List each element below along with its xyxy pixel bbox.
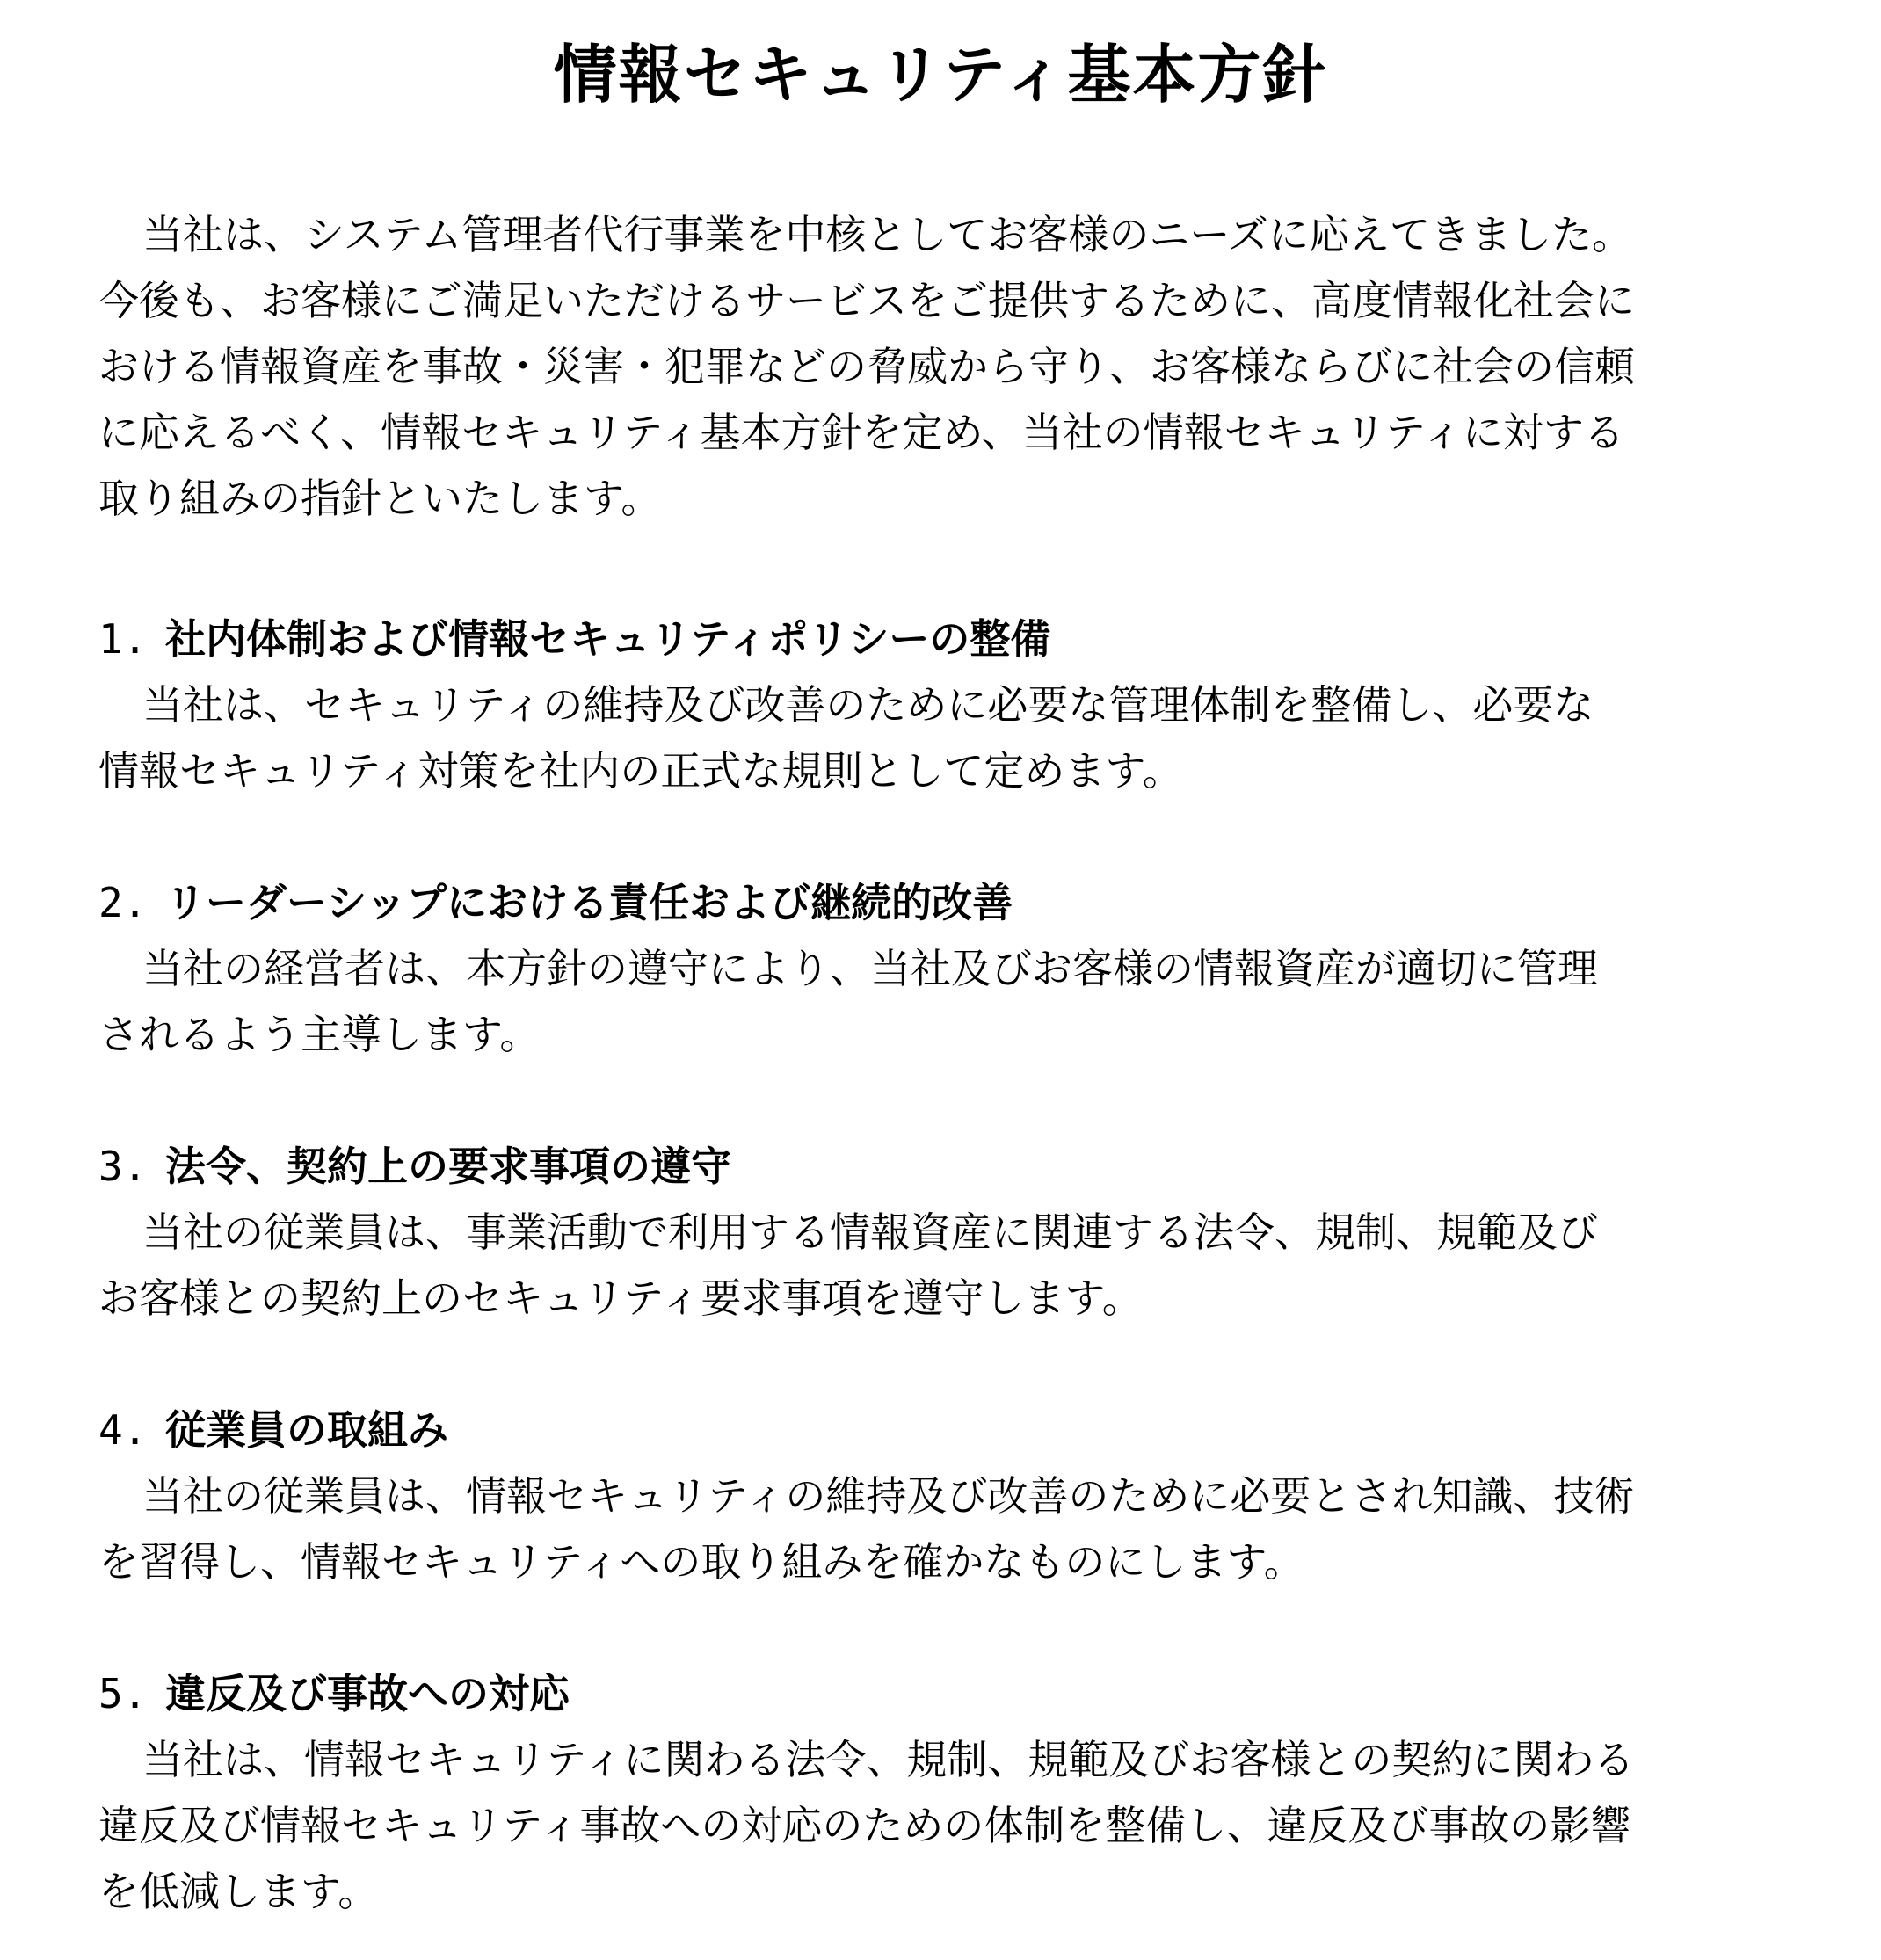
section-heading	[98, 1134, 1786, 1200]
section-body-line: 当社の経営者は、本方針の遵守により、当社及びお客様の情報資産が適切に管理	[142, 945, 1598, 992]
section-body-line: 違反及び情報セキュリティ事故への対応のための体制を整備し、違反及び事故の影響	[98, 1802, 1631, 1849]
section-body-line: 当社は、セキュリティの維持及び改善のために必要な管理体制を整備し、必要な	[142, 681, 1594, 729]
section-body-line: 当社の従業員は、事業活動で利用する情報資産に関連する法令、規制、規範及び	[142, 1209, 1598, 1256]
intro-paragraph	[98, 202, 1786, 532]
page-title: 情報セキュリティ基本方針	[553, 38, 1328, 112]
section-body-line: 当社は、情報セキュリティに関わる法令、規制、規範及びお客様との契約に関わる	[142, 1736, 1635, 1783]
intro-line: 当社は、システム管理者代行事業を中核としてお客様のニーズに応えてきました。	[142, 211, 1633, 258]
section-heading	[98, 606, 1786, 672]
section-heading-text: 法令、契約上の要求事項の遵守	[165, 1143, 731, 1190]
section-number: 2.	[98, 879, 148, 926]
section-body-line: されるよう主導します。	[98, 1011, 541, 1058]
section-body-line: 情報セキュリティ対策を社内の正式な規則として定めます。	[98, 747, 1183, 795]
intro-line: に応えるべく、情報セキュリティ基本方針を定め、当社の情報セキュリティに対する	[98, 409, 1625, 456]
policy-section-4	[98, 1397, 1786, 1595]
section-heading-text: リーダーシップにおける責任および継続的改善	[165, 879, 1013, 926]
policy-section-1	[98, 606, 1786, 804]
section-heading-text: 社内体制および情報セキュリティポリシーの整備	[165, 615, 1051, 663]
policy-section-2	[98, 870, 1786, 1068]
section-body-line: を低減します。	[98, 1868, 379, 1915]
intro-line: 今後も、お客様にご満足いただけるサービスをご提供するために、高度情報化社会に	[98, 277, 1635, 324]
intro-line: 取り組みの指針といたします。	[98, 475, 662, 522]
policy-section-5	[98, 1661, 1786, 1925]
section-heading-text: 従業員の取組み	[165, 1406, 448, 1454]
section-number: 3.	[98, 1143, 148, 1190]
section-number: 1.	[98, 615, 148, 663]
section-body-line: 当社の従業員は、情報セキュリティの維持及び改善のために必要とされ知識、技術	[142, 1472, 1635, 1520]
section-body-line: お客様との契約上のセキュリティ要求事項を遵守します。	[98, 1274, 1143, 1322]
section-body-line: を習得し、情報セキュリティへの取り組みを確かなものにします。	[98, 1538, 1304, 1586]
section-number: 5.	[98, 1670, 148, 1717]
section-number: 4.	[98, 1406, 148, 1454]
section-heading	[98, 1661, 1786, 1727]
policy-section-3	[98, 1134, 1786, 1332]
intro-line: おける情報資産を事故・災害・犯罪などの脅威から守り、お客様ならびに社会の信頼	[98, 343, 1635, 390]
section-heading	[98, 1397, 1786, 1463]
section-heading-text: 違反及び事故への対応	[165, 1670, 570, 1717]
section-heading	[98, 870, 1786, 936]
